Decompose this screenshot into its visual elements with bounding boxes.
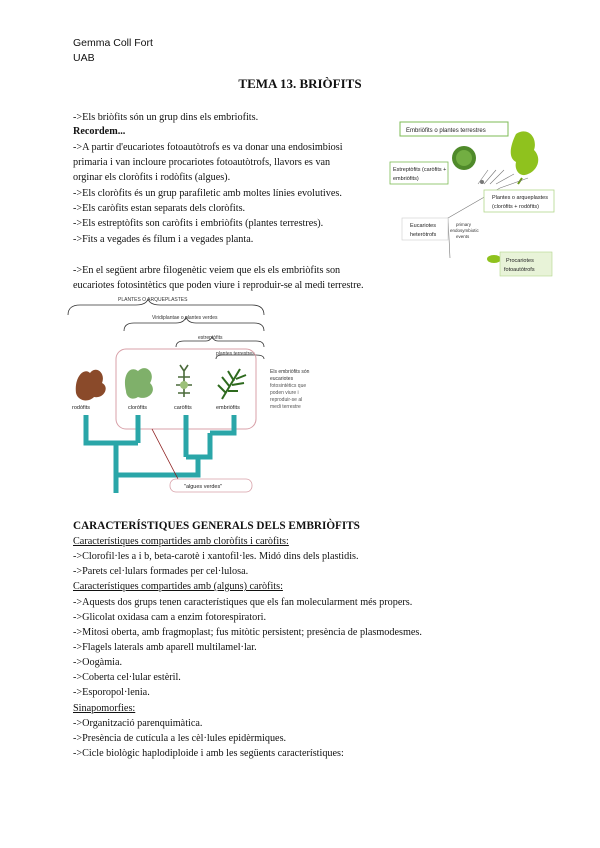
label-viridiplantae: Viridiplantae o plantes verdes [152,315,218,321]
label-endo-1: primary [456,222,472,227]
list-item: ->Esporopol·lenia. [73,687,150,698]
intro-line: ->Fits a vegades és fílum i a vegades planta. [73,234,254,245]
intro-line: orginar els cloròfits i rodòfits (algues). [73,172,231,183]
intro-line: ->Els briòfits són un grup dins els embriofits. [73,112,259,123]
note-5: reproduir-se al [270,397,303,403]
label-eucariotes-2: heteròtrofs [410,232,437,238]
intro-line: ->Els estreptòfits son caròfits i embriòfits (plantes terrestres). [73,218,324,229]
list-item: ->Glicolat oxidasa cam a enzim fotorespiratori. [73,612,267,623]
intro-line: ->Els caròfits estan separats dels cloròfits. [73,203,246,214]
phylogenetic-tree [66,293,350,501]
label-plantes-terrestres: plantes terrestres [216,351,255,357]
note-2: eucariotes [270,376,294,382]
list-item: ->Oogàmia. [73,657,123,668]
tree-text: eucariotes fotosintètics que poden viure i reproduir-se al medi terrestre. [73,280,364,291]
list-item: ->Coberta cel·lular estèril. [73,672,181,683]
rodofits-icon [76,370,106,401]
page-title: TEMA 13. BRIÒFITS [238,76,362,91]
author-name: Gemma Coll Fort [73,37,153,49]
list-item: ->Clorofil·les a i b, beta-carotè i xantofil·les. Midó dins dels plastidis. [73,551,359,562]
list-item: ->Presència de cutícula a les cèl·lules epidèrmiques. [73,733,287,744]
label-estreptofits-2: embriòfits) [393,176,419,182]
label-algues-verdes: "algues verdes" [184,484,223,490]
taxon-embriofits: embriòfits [216,405,240,411]
note-1: Els embriòfits són [270,369,310,375]
label-plantes-2: (cloròfits + rodòfits) [492,204,539,210]
list-item: ->Cicle biològic haplodiploide i amb les següents característiques: [73,748,344,759]
intro-line: ->Els cloròfits és un grup parafiletic amb moltes línies evolutives. [73,188,342,199]
label-estreptofits-1: Estreptòfits (caròfits + [393,167,447,173]
list-item: ->Flagels laterals amb aparell multilamel·lar. [73,642,257,653]
list-item: ->Mitosi oberta, amb fragmoplast; fus mitòtic persistent; presència de plasmodesmes. [73,627,422,638]
label-plantes-arqueplastes: PLANTES O ARQUEPLASTES [118,297,188,303]
label-eucariotes-1: Eucariotes [410,223,436,229]
label-endo-2: endosymbiotic [450,228,479,233]
label-embriofits: Embriòfits o plantes terrestres [406,128,486,134]
prokaryote-icon [487,255,501,263]
phylogeny-diagram-right [388,118,556,282]
list-item: ->Aquests dos grups tenen característiques que els fan molecularment més propers. [73,597,413,608]
subheading-3: Sinapomorfies: [73,703,136,714]
taxon-carofits: caròfits [174,405,192,411]
list-item: ->Organització parenquimàtica. [73,718,203,729]
label-procariotes-1: Procariotes [506,258,534,264]
list-item: ->Parets cel·lulars formades per cel·lulosa. [73,566,249,577]
intro-line: primaria i van incloure procariotes fotoautòtrofs, llavors es van [73,157,331,168]
note-6: medi terrestre [270,404,301,410]
note-4: poden viure i [270,390,299,396]
note-3: fotosintètics que [270,383,307,389]
plant-icon [511,131,539,175]
paraphyly-line [152,429,178,479]
label-procariotes-2: fotoautòtrofs [504,267,535,273]
tree-text: ->En el següent arbre filogenètic veiem que els els embriòfits son [73,265,341,276]
section-heading: CARACTERÍSTIQUES GENERALS DELS EMBRIÒFITS [73,520,360,532]
taxon-clorofits: cloròfits [128,405,147,411]
tree-node [480,180,484,184]
subheading-1: Característiques compartides amb cloròfits i caròfits: [73,536,289,547]
institution: UAB [73,52,95,64]
label-plantes-1: Plantes o arqueplastes [492,195,548,201]
subheading-2: Característiques compartides amb (alguns) caròfits: [73,581,283,592]
label-endo-3: events [456,234,470,239]
taxon-rodofits: rodòfits [72,405,91,411]
clorofits-icon [125,368,153,399]
label-estreptofits: estreptòfits [198,335,223,341]
intro-recordem: Recordem... [73,126,126,137]
embriofits-icon [218,369,246,399]
intro-line: ->A partir d'eucariotes fotoautòtrofs es va donar una endosimbiosi [73,142,343,153]
